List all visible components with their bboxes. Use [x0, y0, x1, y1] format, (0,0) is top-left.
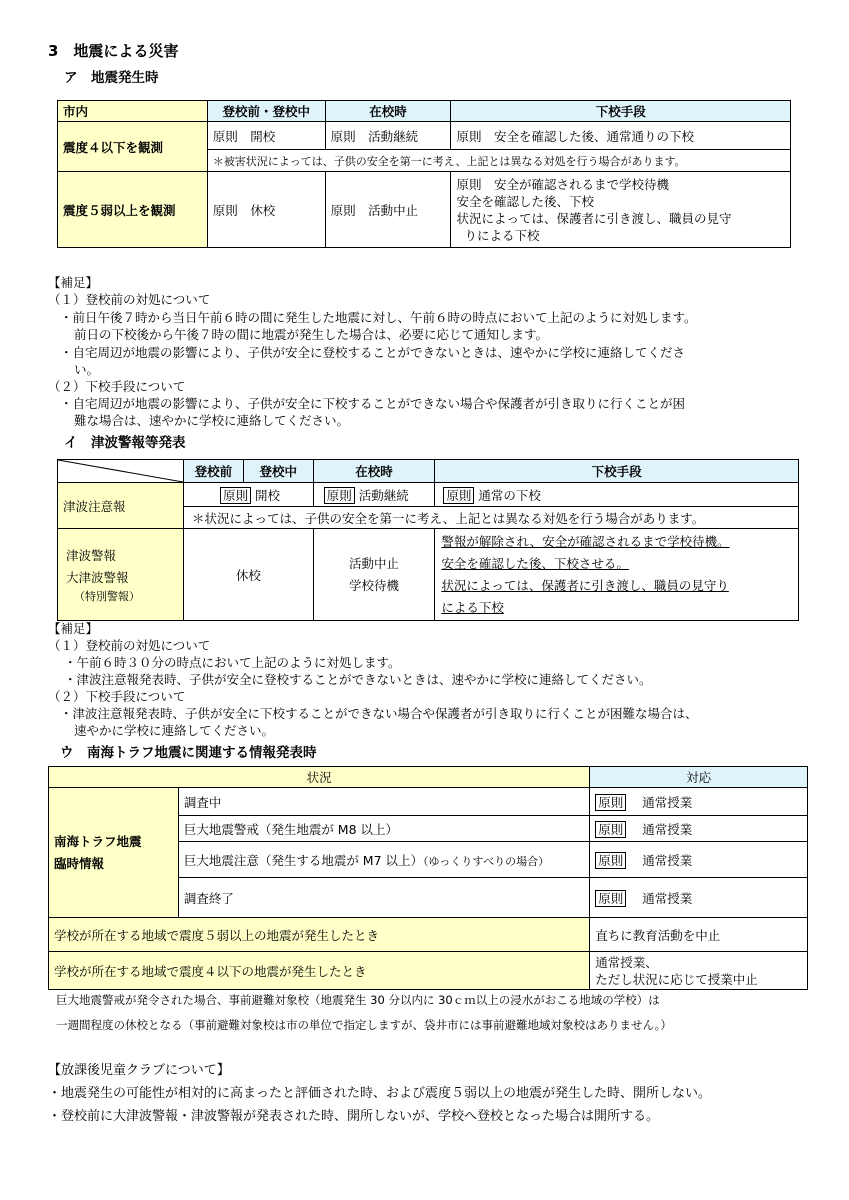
situation-investigation-end: 調査終了 [178, 878, 589, 918]
gensoku-box: 原則 [595, 794, 626, 811]
response-cell [590, 788, 808, 816]
gensoku-box: 原則 [220, 487, 251, 504]
after-line: 状況によっては、保護者に引き渡し、職員の見守 [456, 210, 732, 226]
cell-before-closed: 休校 [184, 529, 314, 621]
earthquake-table [57, 100, 791, 248]
notes-heading: 【補足】 [48, 275, 99, 290]
cell-before-open: 原則 開校 [207, 122, 325, 150]
situation-megaquake-warning: 巨大地震警戒（発生地震が M8 以上） [178, 816, 589, 842]
subsection-u-title: ウ 南海トラフ地震に関連する情報発表時 [60, 745, 317, 761]
notes-line: い。 [74, 362, 100, 377]
situation-megaquake-advisory [178, 842, 589, 878]
response-cell [590, 878, 808, 918]
notes-line: ・自宅周辺が地震の影響により、子供が安全に下校することができない場合や保護者が引き取りに行くことが困 [60, 396, 686, 411]
cell-text: 通常の下校 [478, 487, 541, 503]
situation-extra: （ゆっくりすべりの場合） [423, 854, 550, 868]
label-line: 大津波警報 [66, 569, 129, 585]
cell-after-wait [451, 172, 791, 248]
label-line: （特別警報） [74, 589, 140, 603]
cell-before-closed: 原則 休校 [207, 172, 325, 248]
cell-text: 開校 [255, 487, 281, 503]
after-line: 安全を確認した後、下校させる。 [441, 555, 629, 571]
footnote-line: 一週間程度の休校となる（事前避難対象校は市の単位で指定しますが、袋井市には事前避難地域対象校はありません。） [56, 1018, 672, 1032]
notes-line: 前日の下校後から午後７時の間に地震が発生した場合は、必要に応じて通知します。 [74, 327, 549, 342]
response-line: ただし状況に応じて授業中止 [595, 971, 758, 987]
header-situation: 状況 [49, 767, 590, 788]
header-in-school: 在校時 [325, 101, 451, 122]
notes-line: ・自宅周辺が地震の影響により、子供が安全に登校することができないときは、速やかに学校に連絡してくださ [60, 345, 686, 360]
cell-after-normal [435, 483, 799, 507]
situation-investigating: 調査中 [178, 788, 589, 816]
club-heading: 【放課後児童クラブについて】 [48, 1063, 230, 1078]
notes-heading: 【補足】 [48, 621, 99, 636]
after-line: 警報が解除され、安全が確認されるまで学校待機。 [441, 533, 730, 549]
tsunami-table [57, 459, 799, 621]
row-label-tsunami-advisory: 津波注意報 [58, 483, 184, 529]
club-line: ・地震発生の可能性が相対的に高まったと評価された時、および震度５弱以上の地震が発生した時、開所しない。 [48, 1086, 712, 1101]
label-line: 臨時情報 [54, 855, 105, 871]
after-line: 原則 安全が確認されるまで学校待機 [456, 176, 669, 192]
response-text: 通常授業 [642, 890, 693, 906]
notes-p2-title: （２）下校手段について [48, 379, 186, 394]
cell-during-continue [313, 483, 435, 507]
situation-text: 巨大地震注意（発生する地震が M7 以上） [183, 852, 424, 868]
club-line: ・登校前に大津波警報・津波警報が発表された時、開所しないが、学校へ登校となった場合は開所する。 [48, 1109, 660, 1124]
response-line: 通常授業、 [595, 954, 658, 970]
response-cell [590, 842, 808, 878]
response-regular-or-stop [590, 952, 808, 990]
cell-before-open [184, 483, 314, 507]
header-commuting: 登校中 [243, 460, 313, 483]
header-blank-diagonal [58, 460, 184, 483]
notes-line: 難な場合は、速やかに学校に連絡してください。 [74, 413, 350, 428]
header-response: 対応 [590, 767, 808, 788]
gensoku-box: 原則 [324, 487, 355, 504]
diagonal-line [58, 460, 183, 482]
situation-intensity-4: 学校が所在する地域で震度４以下の地震が発生したとき [49, 952, 590, 990]
notes-line: ・津波注意報発表時、子供が安全に下校することができない場合や保護者が引き取りに行くことが困難な場合は、 [60, 706, 698, 721]
cell-after-wait [435, 529, 799, 621]
row-label-intensity-5: 震度５弱以上を観測 [58, 172, 208, 248]
section-title: 3 地震による災害 [48, 42, 179, 60]
notes-p1-title: （１）登校前の対処について [48, 638, 211, 653]
note-damage: ＊被害状況によっては、子供の安全を第一に考え、上記とは異なる対処を行う場合があります。 [207, 150, 790, 172]
after-line: による下校 [441, 599, 504, 615]
notes-line: ・前日午後７時から当日午前６時の間に発生した地震に対し、午前６時の時点において上記のように対処します。 [60, 310, 697, 325]
header-before-school: 登校前・登校中 [207, 101, 325, 122]
notes-line: 速やかに学校に連絡してください。 [74, 723, 275, 738]
situation-intensity-5: 学校が所在する地域で震度５弱以上の地震が発生したとき [49, 918, 590, 952]
response-text: 通常授業 [642, 821, 693, 837]
cell-line: 活動中止 [348, 555, 399, 571]
gensoku-box: 原則 [595, 821, 626, 838]
label-line: 津波警報 [66, 547, 117, 563]
header-going-home: 下校手段 [451, 101, 791, 122]
header-before-school: 登校前 [184, 460, 244, 483]
footnote-line: 巨大地震警戒が発令された場合、事前避難対象校（地震発生 30 分以内に 30ｃｍ以上の浸水がおこる地域の学校）は [56, 993, 660, 1007]
response-stop-education: 直ちに教育活動を中止 [590, 918, 808, 952]
header-city: 市内 [58, 101, 208, 122]
cell-during-continue: 原則 活動継続 [325, 122, 451, 150]
notes-line: ・津波注意報発表時、子供が安全に登校することができないときは、速やかに学校に連絡してください。 [64, 672, 652, 687]
note-situation: ＊状況によっては、子供の安全を第一に考え、上記とは異なる対処を行う場合があります。 [184, 507, 799, 529]
notes-line: ・午前６時３０分の時点において上記のように対処します。 [64, 655, 401, 670]
gensoku-box: 原則 [443, 487, 474, 504]
subsection-a-title: ア 地震発生時 [64, 70, 159, 86]
group-label-nankai [49, 788, 179, 918]
row-label-intensity-4: 震度４以下を観測 [58, 122, 208, 172]
subsection-i-title: イ 津波警報等発表 [64, 435, 186, 451]
response-text: 通常授業 [642, 794, 693, 810]
notes-p1-title: （１）登校前の対処について [48, 292, 211, 307]
after-line: 安全を確認した後、下校 [456, 193, 594, 209]
after-line: りによる下校 [464, 227, 540, 243]
gensoku-box: 原則 [595, 890, 626, 907]
header-in-school: 在校時 [313, 460, 435, 483]
after-line: 状況によっては、保護者に引き渡し、職員の見守り [441, 577, 729, 593]
nankai-table [48, 766, 808, 990]
gensoku-box: 原則 [595, 852, 626, 869]
cell-line: 学校待機 [348, 577, 399, 593]
response-cell [590, 816, 808, 842]
header-going-home: 下校手段 [435, 460, 799, 483]
response-text: 通常授業 [642, 852, 693, 868]
notes-p2-title: （２）下校手段について [48, 689, 186, 704]
cell-after-normal: 原則 安全を確認した後、通常通りの下校 [451, 122, 791, 150]
label-line: 南海トラフ地震 [54, 833, 142, 849]
row-label-tsunami-warning [58, 529, 184, 621]
cell-during-stop [313, 529, 435, 621]
cell-during-stop: 原則 活動中止 [325, 172, 451, 248]
cell-text: 活動継続 [358, 487, 409, 503]
